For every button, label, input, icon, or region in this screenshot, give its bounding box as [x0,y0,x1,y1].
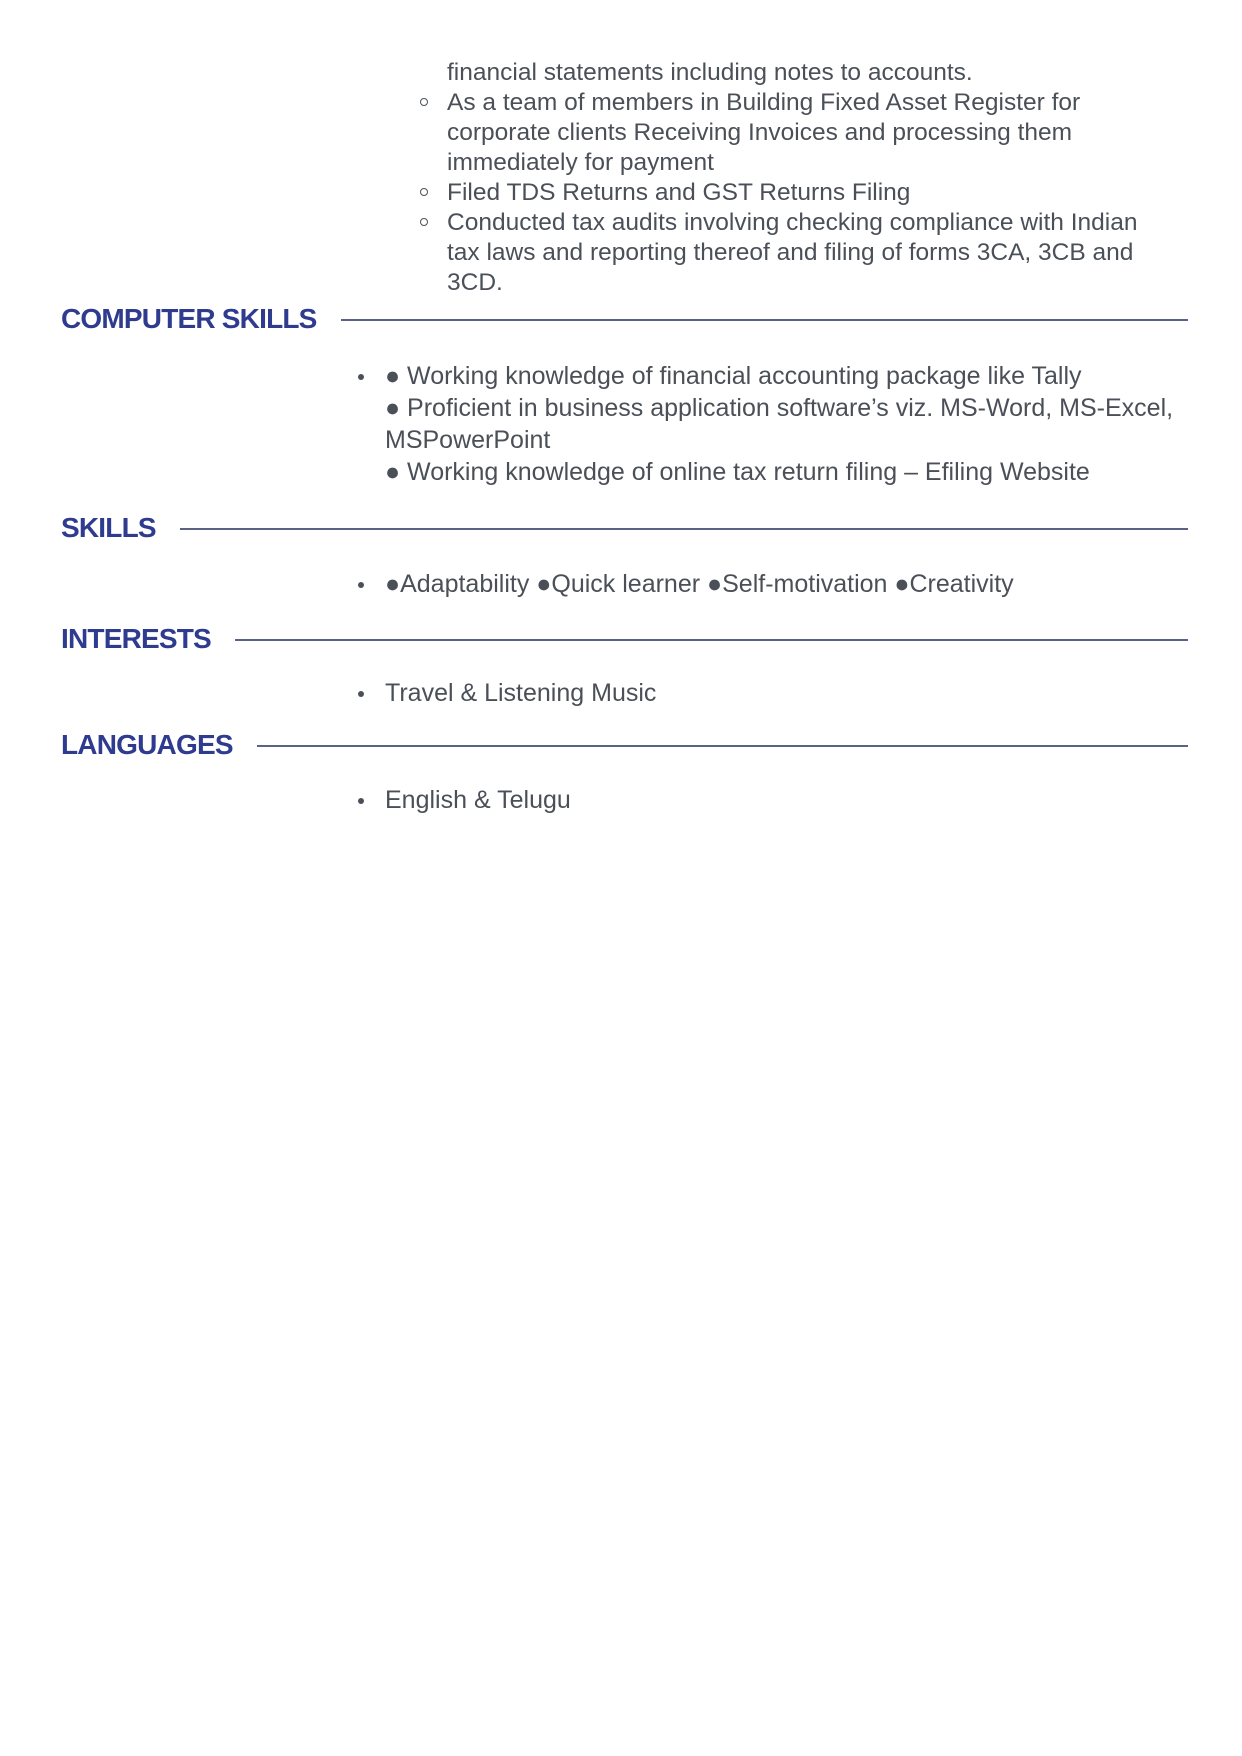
section-title: LANGUAGES [61,729,233,760]
skills-list [385,568,1185,600]
computer-skills-list [385,360,1185,488]
section-divider [180,528,1188,530]
list-item: financial statements including notes to accounts. [447,59,973,86]
section-title: SKILLS [61,512,156,543]
interests-header [61,622,1188,656]
section-divider [341,319,1188,321]
section-title: COMPUTER SKILLS [61,303,317,334]
languages-list [385,784,1185,816]
section-divider [235,639,1188,641]
list-item: Travel & Listening Music [385,677,1185,709]
languages-header [61,728,1188,762]
experience-continued-list [447,58,1187,298]
computer-skills-header [61,302,1188,336]
list-item: As a team of members in Building Fixed Asset Register for corporate clients Receiving Invoices and processing them immediately for payment [447,88,1187,178]
list-item: ● Working knowledge of financial accounting package like Tally ● Proficient in business application software’s viz. MS-Word, MS-Excel, MSPowerPoint ● Working knowledge of online tax return filing – Efiling Website [385,360,1185,488]
skills-header [61,511,1188,545]
interests-list [385,677,1185,709]
list-item: English & Telugu [385,784,1185,816]
section-divider [257,745,1188,747]
section-title: INTERESTS [61,623,211,654]
list-item: Conducted tax audits involving checking compliance with Indian tax laws and reporting thereof and filing of forms 3CA, 3CB and 3CD. [447,208,1187,298]
list-item: Filed TDS Returns and GST Returns Filing [447,178,1187,208]
list-item: ●Adaptability ●Quick learner ●Self-motivation ●Creativity [385,568,1185,600]
